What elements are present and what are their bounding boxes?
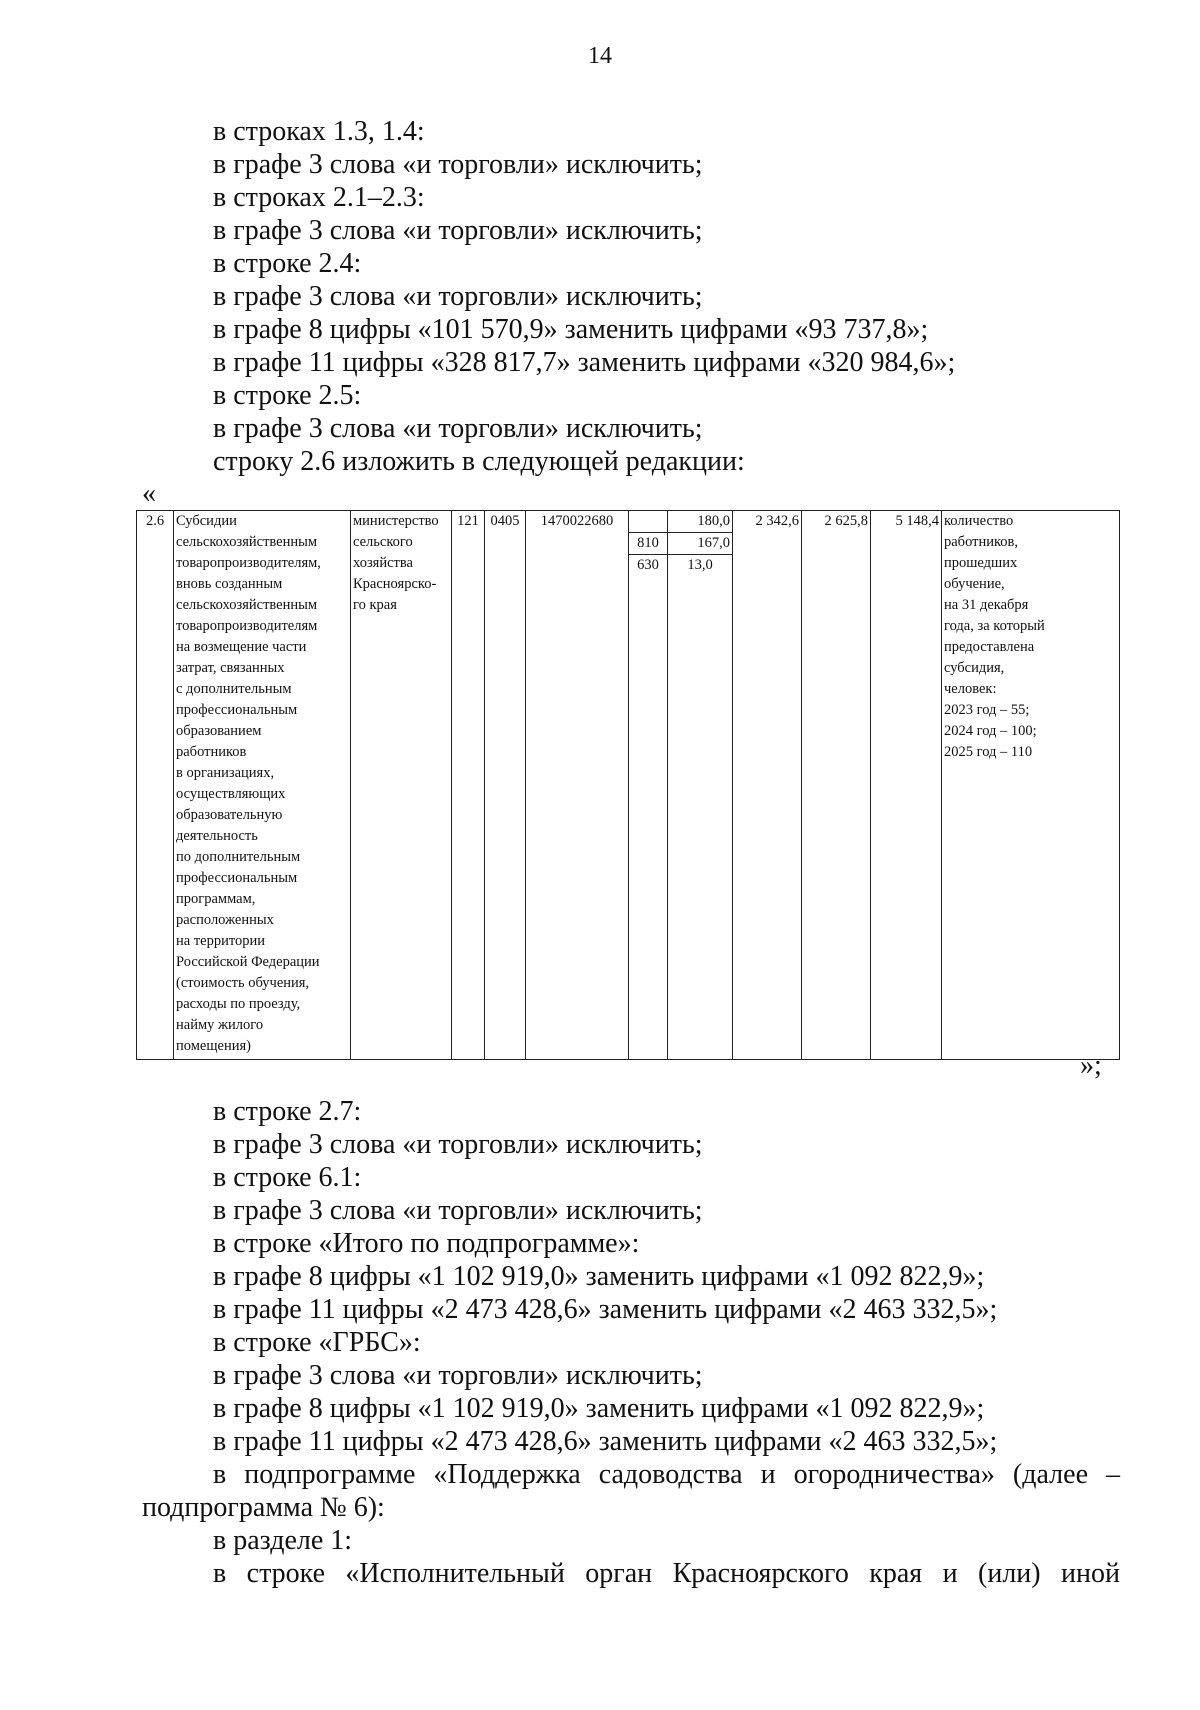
text-line: в строках 1.3, 1.4: [213, 116, 425, 147]
word: огородничества» [793, 1459, 995, 1490]
word: садоводства [598, 1459, 743, 1490]
text-line: в графе 3 слова «и торговли» исключить; [213, 215, 703, 246]
text-line: в графе 3 слова «и торговли» исключить; [213, 149, 703, 180]
text-line: в графе 3 слова «и торговли» исключить; [213, 1129, 703, 1160]
text-line: в графе 3 слова «и торговли» исключить; [213, 281, 703, 312]
word: Красноярского [672, 1558, 849, 1589]
word: (или) [978, 1558, 1041, 1589]
close-quote: »; [1080, 1050, 1102, 1081]
text-line: в строке «ГРБС»: [213, 1327, 421, 1358]
word: подпрограмме [244, 1459, 416, 1490]
agency-cell: министерство сельского хозяйства Красноярско- го края [351, 511, 452, 1060]
text-line: в разделе 1: [213, 1525, 353, 1556]
y2024-cell: 2 342,6 [733, 511, 802, 1060]
justified-paragraph-line [213, 1558, 1120, 1590]
vr-cell [629, 511, 668, 1060]
text-line: в строке 2.5: [213, 380, 362, 411]
total-cell: 5 148,4 [871, 511, 942, 1060]
row-number: 2.6 [137, 511, 174, 1060]
text-line: в строке 2.7: [213, 1096, 362, 1127]
open-quote: « [142, 478, 156, 509]
text-line: в графе 3 слова «и торговли» исключить; [213, 413, 703, 444]
text-line: в графе 8 цифры «101 570,9» заменить цифрами «93 737,8»; [213, 314, 929, 345]
word: в [213, 1459, 227, 1490]
word: края [869, 1558, 923, 1589]
word: иной [1061, 1558, 1120, 1589]
result-cell: количество работников, прошедших обучение, на 31 декабря года, за который предоставлена субсидия, человек: 2023 год – 55; 2024 год – 100; 2025 год – 110 [942, 511, 1120, 1060]
vr-value [629, 511, 667, 533]
description-cell: Субсидии сельскохозяйственным товаропроизводителям, вновь созданным сельскохозяйственным товаропроизводителям на возмещение части затрат, связанных с дополнительным профессиональным образованием работников в организациях, осуществляющих образовательную деятельность по дополнительным профессиональным программам, расположенных на территории Российской Федерации (стоимость обучения, расходы по проезду, найму жилого помещения) [174, 511, 351, 1060]
justified-paragraph-line [213, 1459, 1120, 1491]
word: «Исполнительный [345, 1558, 565, 1589]
text-line: в строке 2.4: [213, 248, 362, 279]
y2023-value: 180,0 [668, 511, 732, 533]
vr-value: 810 [629, 533, 667, 555]
text-line: подпрограмма № 6): [142, 1492, 385, 1523]
word: – [1106, 1459, 1120, 1490]
text-line: в графе 11 цифры «2 473 428,6» заменить цифрами «2 463 332,5»; [213, 1294, 998, 1325]
text-line: в графе 3 слова «и торговли» исключить; [213, 1360, 703, 1391]
page-number: 14 [588, 43, 612, 69]
rzpr-cell: 0405 [485, 511, 526, 1060]
word: (далее [1012, 1459, 1088, 1490]
text-line: в строках 2.1–2.3: [213, 182, 425, 213]
word: «Поддержка [433, 1459, 581, 1490]
text-line: в строке 6.1: [213, 1162, 362, 1193]
text-line: в графе 3 слова «и торговли» исключить; [213, 1195, 703, 1226]
text-line: строку 2.6 изложить в следующей редакции: [213, 446, 745, 477]
word: строке [246, 1558, 325, 1589]
word: и [942, 1558, 958, 1589]
y2023-cell [668, 511, 733, 1060]
word: орган [585, 1558, 653, 1589]
y2025-cell: 2 625,8 [802, 511, 871, 1060]
y2023-value: 13,0 [687, 557, 713, 573]
y2023-value: 167,0 [668, 533, 732, 555]
word: в [213, 1558, 227, 1589]
vr-value: 630 [637, 557, 659, 573]
word: и [760, 1459, 776, 1490]
text-line: в графе 8 цифры «1 102 919,0» заменить цифрами «1 092 822,9»; [213, 1393, 985, 1424]
table-row [137, 511, 1120, 1060]
text-line: в графе 11 цифры «2 473 428,6» заменить цифрами «2 463 332,5»; [213, 1426, 998, 1457]
grbs-cell: 121 [452, 511, 485, 1060]
text-line: в строке «Итого по подпрограмме»: [213, 1228, 640, 1259]
csr-cell: 1470022680 [526, 511, 629, 1060]
text-line: в графе 11 цифры «328 817,7» заменить цифрами «320 984,6»; [213, 347, 956, 378]
amendment-table [136, 510, 1120, 1060]
text-line: в графе 8 цифры «1 102 919,0» заменить цифрами «1 092 822,9»; [213, 1261, 985, 1292]
